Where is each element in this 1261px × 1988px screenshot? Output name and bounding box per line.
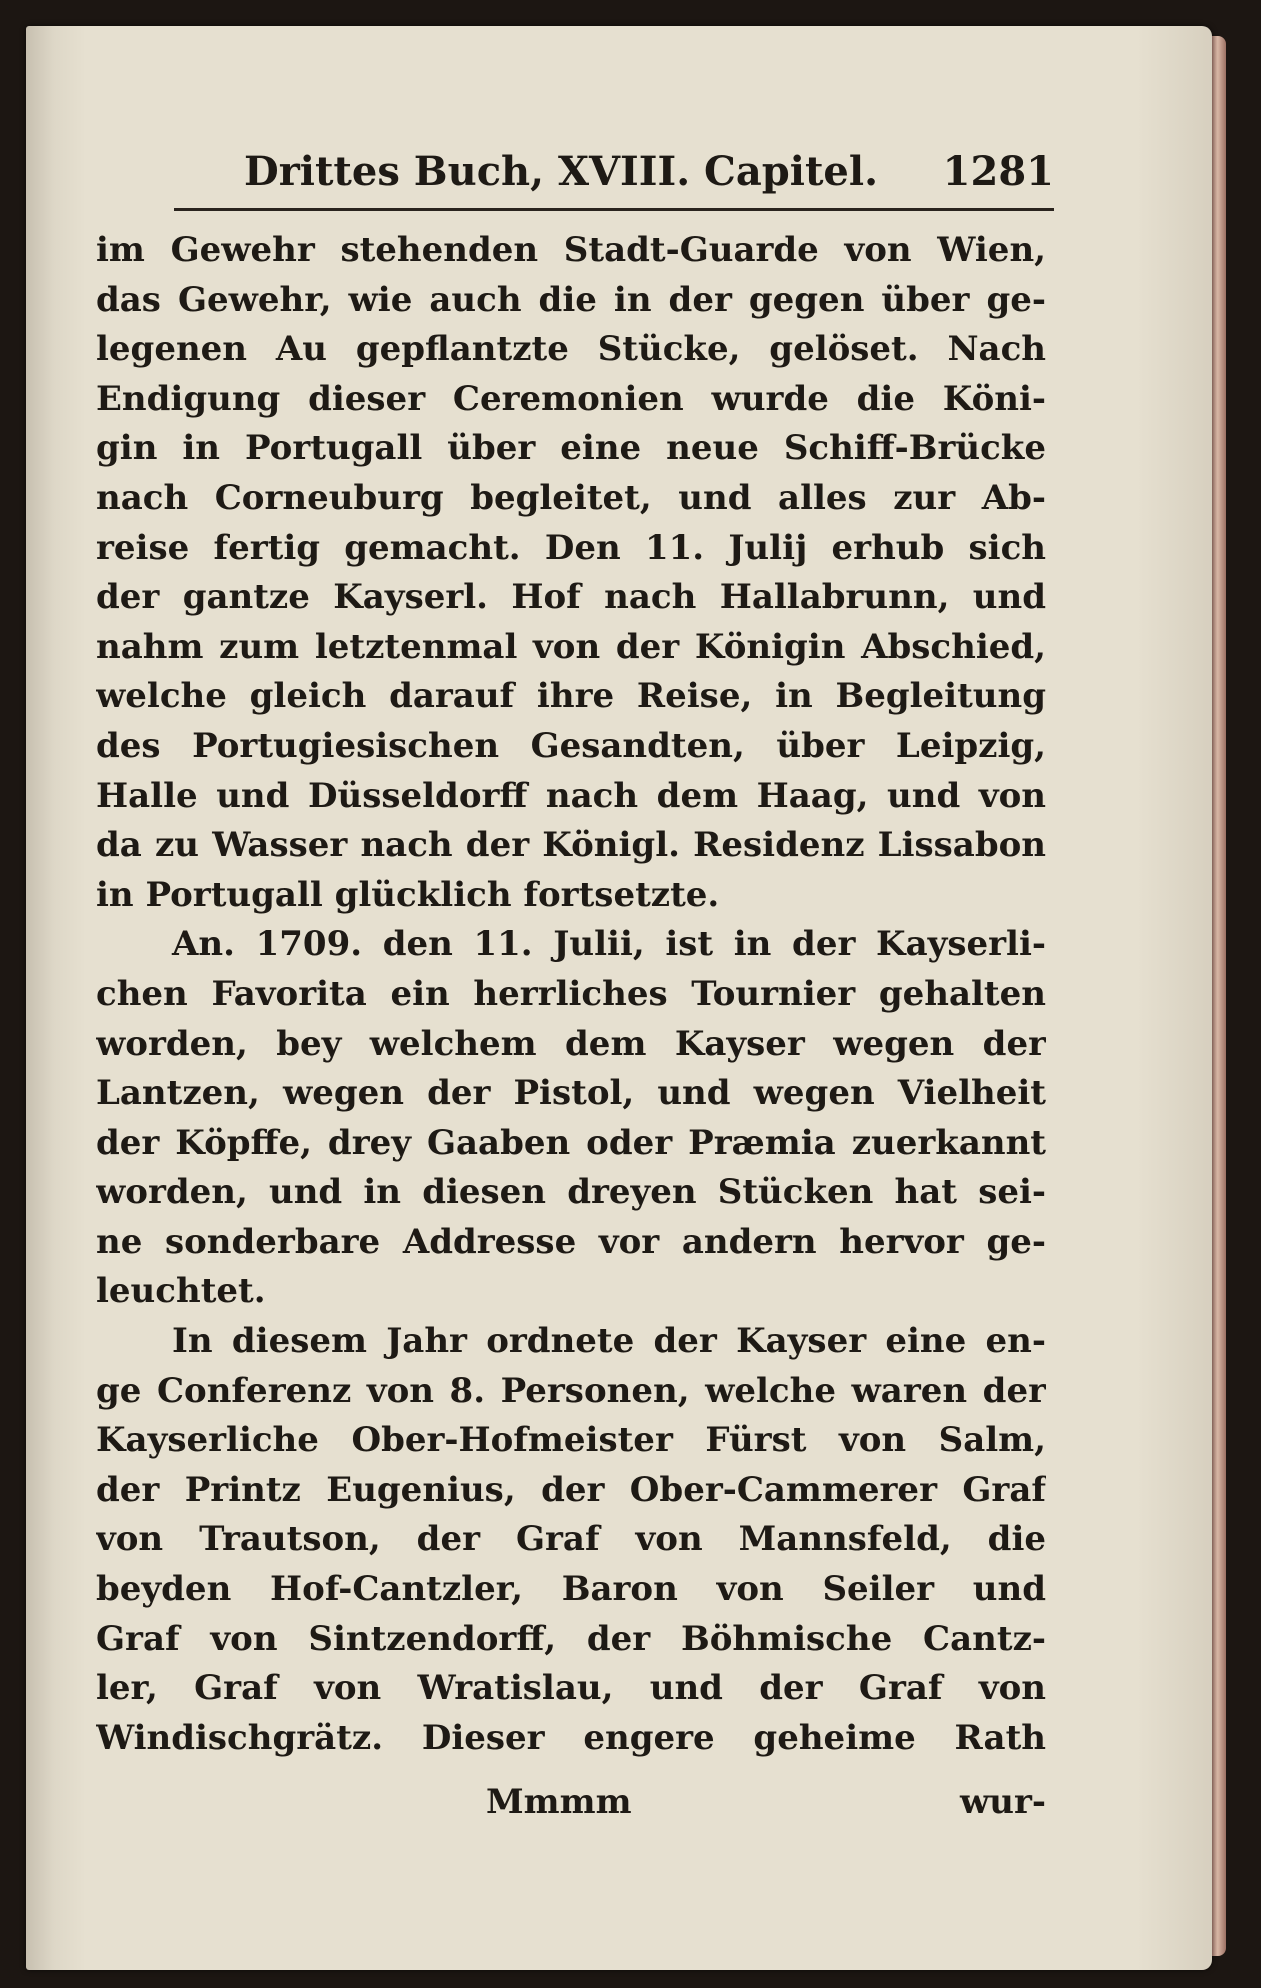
text-line: nach Corneuburg begleitet, und alles zur Ab-	[96, 477, 1046, 518]
text-line: in Portugall glücklich fortsetzte.	[96, 874, 720, 915]
text-line: im Gewehr stehenden Stadt-Guarde von Wien,	[96, 230, 1046, 270]
text-line: An. 1709. den 11. Julii, ist in der Kayserli-	[172, 924, 1046, 965]
text-line: Halle und Düsseldorff nach dem Haag, und von	[96, 775, 1046, 816]
catchword: wur-	[959, 1782, 1046, 1822]
text-line: von Trautson, der Graf von Mannsfeld, die	[96, 1519, 1046, 1560]
text-line: leuchtet.	[96, 1271, 266, 1312]
text-line: Graf von Sintzendorff, der Böhmische Cantz-	[96, 1618, 1046, 1659]
signature-mark: Mmmm	[486, 1782, 632, 1822]
page-edge	[1212, 36, 1226, 1956]
text-line: der Köpffe, drey Gaaben oder Præmia zuerkannt	[96, 1122, 1046, 1163]
text-line: Windischgrätz. Dieser engere geheime Rath	[96, 1717, 1046, 1758]
text-line: das Gewehr, wie auch die in der gegen über ge-	[96, 279, 1046, 320]
header-rule	[174, 208, 1054, 211]
text-line: legenen Au gepflantzte Stücke, gelöset. Nach	[96, 329, 1046, 370]
text-line: worden, bey welchem dem Kayser wegen der	[96, 1023, 1046, 1064]
text-line: ler, Graf von Wratislau, und der Graf von	[96, 1668, 1046, 1709]
text-line: Kayserliche Ober-Hofmeister Fürst von Salm,	[96, 1420, 1046, 1461]
text-line: ne sonderbare Addresse vor andern hervor ge-	[96, 1221, 1046, 1262]
text-line: ge Conferenz von 8. Personen, welche waren der	[96, 1370, 1046, 1411]
text-line: Endigung dieser Ceremonien wurde die Köni-	[96, 378, 1046, 419]
text-line: der gantze Kayserl. Hof nach Hallabrunn, und	[96, 577, 1046, 618]
text-line: welche gleich darauf ihre Reise, in Begleitung	[96, 676, 1046, 717]
text-line: beyden Hof-Cantzler, Baron von Seiler und	[96, 1569, 1046, 1610]
text-line: des Portugiesischen Gesandten, über Leipzig,	[96, 725, 1046, 766]
text-line: da zu Wasser nach der Königl. Residenz Lissabon	[96, 825, 1046, 866]
text-line: In diesem Jahr ordnete der Kayser eine en-	[172, 1321, 1046, 1362]
text-line: nahm zum letztenmal von der Königin Abschied,	[96, 626, 1046, 667]
text-line: gin in Portugall über eine neue Schiff-Brücke	[96, 428, 1046, 469]
text-line: chen Favorita ein herrliches Tournier gehalten	[96, 973, 1046, 1014]
text-line: der Printz Eugenius, der Ober-Cammerer Graf	[96, 1469, 1046, 1510]
text-line: Lantzen, wegen der Pistol, und wegen Vielheit	[96, 1073, 1046, 1114]
text-line: worden, und in diesen dreyen Stücken hat sei-	[96, 1172, 1046, 1213]
book-page	[26, 26, 1212, 1970]
running-head-title: Drittes Buch, XVIII. Capitel.	[244, 148, 879, 195]
running-head	[174, 148, 1054, 206]
body-text	[96, 226, 1046, 1763]
text-line: reise fertig gemacht. Den 11. Julij erhub sich	[96, 527, 1046, 568]
page-footer	[96, 1782, 1046, 1832]
page-number: 1281	[942, 148, 1054, 195]
